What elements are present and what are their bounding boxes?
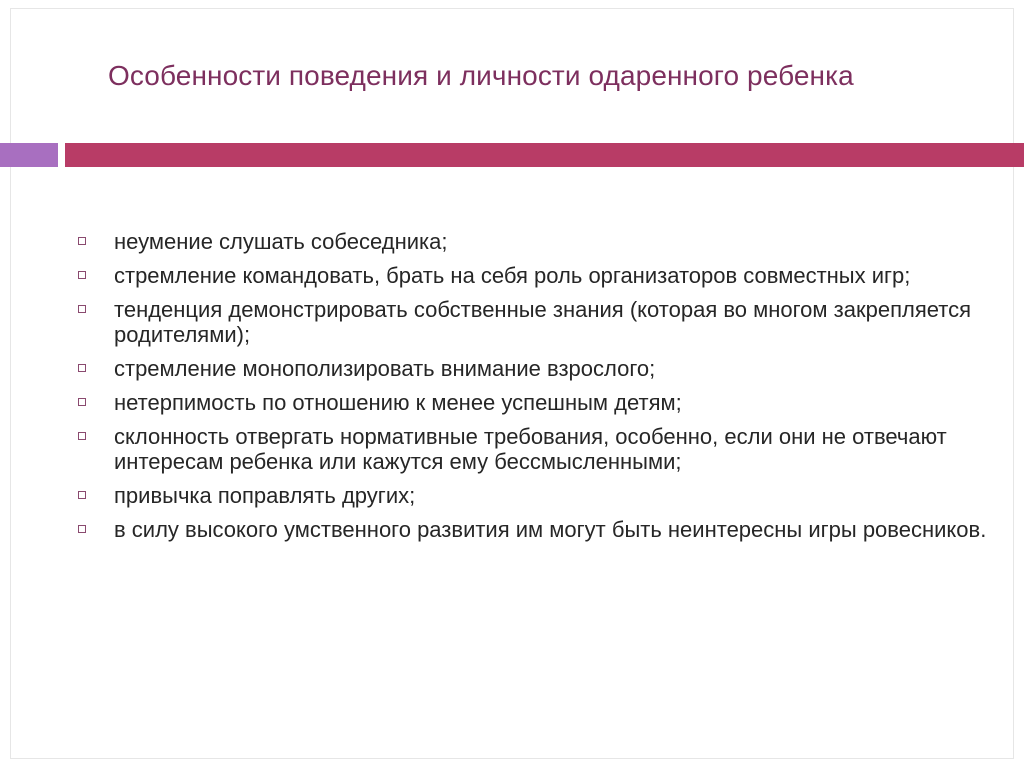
hollow-square-icon [78, 364, 86, 372]
accent-bar-left [0, 143, 58, 167]
list-item [78, 263, 998, 288]
hollow-square-icon [78, 491, 86, 499]
list-item [78, 390, 998, 415]
list-item [78, 517, 998, 542]
list-item [78, 297, 998, 347]
bullet-text: нетерпимость по отношению к менее успешным детям; [114, 390, 682, 415]
slide-title: Особенности поведения и личности одаренного ребенка [108, 60, 854, 91]
bullet-text: тенденция демонстрировать собственные знания (которая во многом закрепляется родителями); [114, 297, 971, 347]
bullet-list [78, 229, 998, 551]
list-item [78, 483, 998, 508]
hollow-square-icon [78, 305, 86, 313]
bullet-text: привычка поправлять других; [114, 483, 416, 508]
bullet-text: склонность отвергать нормативные требования, особенно, если они не отвечают интересам ребенка или кажутся ему бессмысленными; [114, 424, 947, 474]
list-item [78, 356, 998, 381]
hollow-square-icon [78, 398, 86, 406]
accent-bar-right [65, 143, 1024, 167]
bullet-text: в силу высокого умственного развития им могут быть неинтересны игры ровесников. [114, 517, 987, 542]
hollow-square-icon [78, 432, 86, 440]
hollow-square-icon [78, 525, 86, 533]
bullet-text: стремление командовать, брать на себя роль организаторов совместных игр; [114, 263, 911, 288]
bullet-text: стремление монополизировать внимание взрослого; [114, 356, 656, 381]
list-item [78, 424, 998, 474]
bullet-text: неумение слушать собеседника; [114, 229, 448, 254]
hollow-square-icon [78, 237, 86, 245]
hollow-square-icon [78, 271, 86, 279]
list-item [78, 229, 998, 254]
